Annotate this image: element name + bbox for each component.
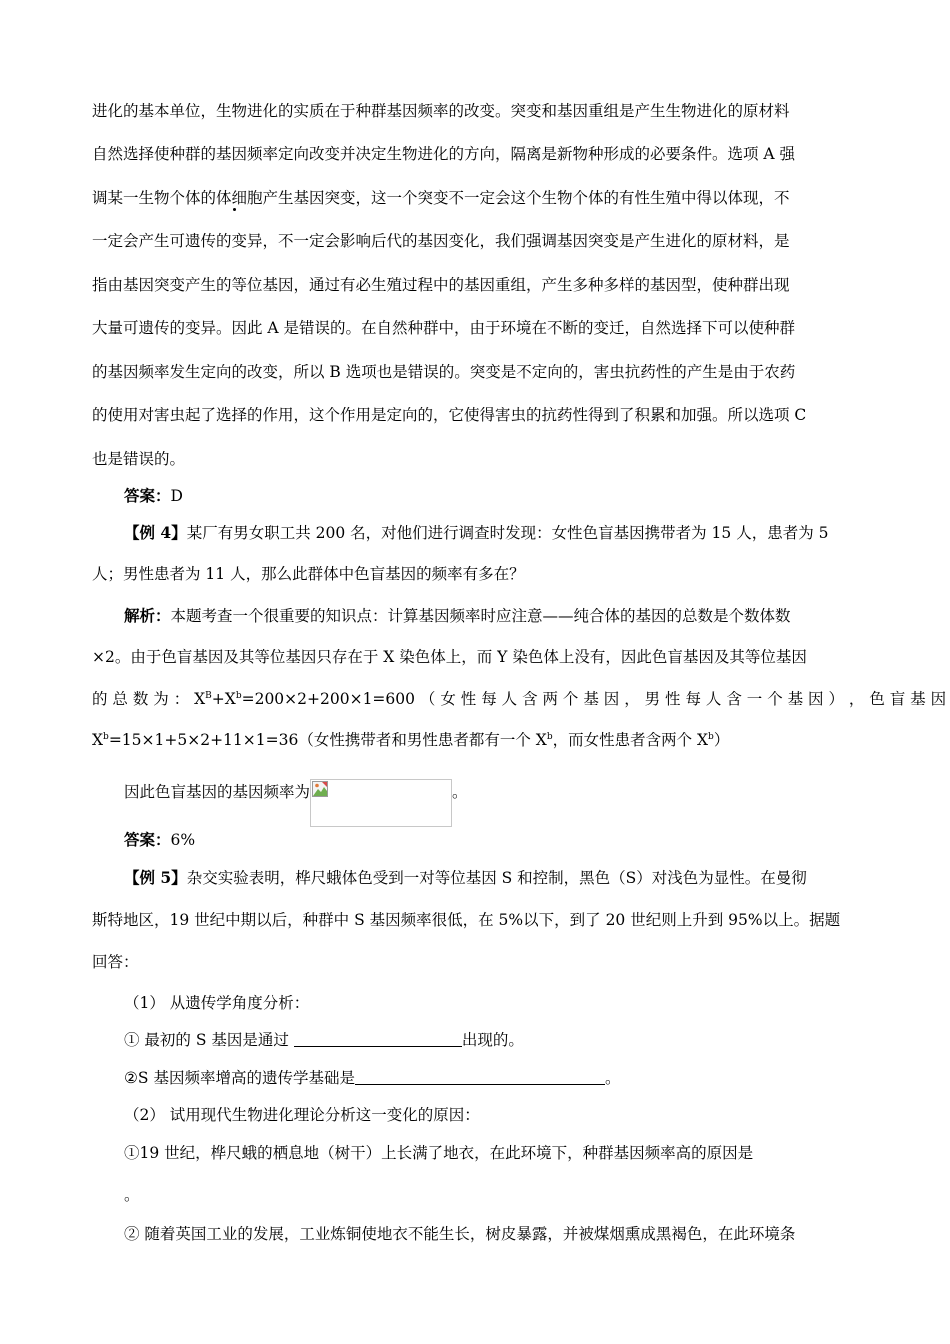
analysis-text: ）: [713, 731, 730, 749]
example5-line: 回答：: [92, 953, 139, 971]
question-line: 。: [124, 1186, 140, 1204]
broken-image-icon: [312, 781, 328, 797]
answer-label: 答案：: [124, 486, 171, 505]
question-text: ① 最初的 S 基因是通过: [124, 1031, 294, 1049]
question-line: [124, 1030, 524, 1050]
question-line: ② 随着英国工业的发展，工业炼铜使地衣不能生长，树皮暴露，并被煤烟熏成黑褐色，在此环境条: [124, 1225, 796, 1243]
analysis-text: 本题考查一个很重要的知识点：计算基因频率时应注意——纯合体的基因的总数是个数体数: [170, 607, 791, 625]
analysis-label: 解析：: [124, 606, 171, 625]
superscript: B: [205, 690, 212, 701]
paragraph-line: 的基因频率发生定向的改变，所以 B 选项也是错误的。突变是不定向的，害虫抗药性的产生是由于农药: [92, 363, 796, 381]
analysis-text: ，而女性患者含两个 X: [552, 731, 709, 749]
analysis-text: =15×1+5×2+11×1=36（女性携带者和男性患者都有一个 X: [108, 731, 547, 749]
question-line: （1） 从遗传学角度分析：: [124, 994, 310, 1012]
analysis-text: +X: [211, 690, 236, 708]
analysis-line: [92, 730, 729, 750]
superscript: b: [103, 731, 109, 742]
superscript: b: [708, 731, 714, 742]
answer-line: [124, 830, 195, 850]
example4-tag: 【例 4】: [124, 523, 187, 542]
example5-line: [124, 868, 807, 888]
example5-line: 斯特地区，19 世纪中期以后，种群中 S 基因频率很低，在 5%以下，到了 20 世纪则上升到 95%以上。据题: [92, 911, 841, 929]
analysis-text: =200×2+200×1=600 （ 女 性 每 人 含 两 个 基 因 ， 男 性 每 人 含 一 个 基 因 ） ， 色 盲 基 因: [241, 690, 947, 708]
example4-text: 某厂有男女职工共 200 名，对他们进行调查时发现：女性色盲基因携带者为 15 人，患者为 5: [186, 524, 829, 542]
analysis-text: X: [92, 731, 104, 749]
emphasis-dot: [233, 208, 236, 211]
answer-blank[interactable]: [355, 1068, 605, 1085]
analysis-text: 的 总 数 为 ： X: [92, 690, 206, 708]
formula-image-placeholder: [310, 779, 452, 827]
example5-tag: 【例 5】: [124, 868, 187, 887]
superscript: b: [546, 731, 553, 742]
question-line: [124, 1068, 620, 1088]
question-line: （2） 试用现代生物进化理论分析这一变化的原因：: [124, 1106, 480, 1124]
answer-value: D: [170, 487, 183, 505]
analysis-line: [124, 606, 791, 626]
superscript: b: [235, 690, 242, 701]
answer-blank[interactable]: [294, 1030, 462, 1047]
question-text: ②S 基因频率增高的遗传学基础是: [124, 1069, 355, 1087]
paragraph-line: 指由基因突变产生的等位基因，通过有必生殖过程中的基因重组，产生多种多样的基因型，使种群出现: [92, 276, 790, 294]
paragraph-line: 的使用对害虫起了选择的作用，这个作用是定向的，它使得害虫的抗药性得到了积累和加强。所以选项 C: [92, 406, 807, 424]
answer-label: 答案：: [124, 830, 171, 849]
example4-line: [124, 523, 829, 543]
question-line: ①19 世纪，桦尺蛾的栖息地（树干）上长满了地衣，在此环境下，种群基因频率高的原因是: [124, 1144, 754, 1162]
frequency-end: 。: [452, 783, 468, 801]
analysis-line: ×2。由于色盲基因及其等位基因只存在于 X 染色体上，而 Y 染色体上没有，因此色盲基因及其等位基因: [92, 648, 807, 666]
paragraph-line: 也是错误的。: [92, 450, 186, 468]
paragraph-line: 调某一生物个体的体细胞产生基因突变，这一个突变不一定会这个生物个体的有性生殖中得以体现，不: [92, 189, 790, 207]
analysis-line: [92, 689, 946, 709]
question-text: 。: [604, 1069, 621, 1087]
frequency-text: 因此色盲基因的基因频率为: [124, 783, 311, 801]
question-text: 出现的。: [461, 1031, 524, 1049]
answer-value: 6%: [170, 831, 196, 849]
paragraph-line: 一定会产生可遗传的变异，不一定会影响后代的基因变化，我们强调基因突变是产生进化的原材料，是: [92, 232, 790, 250]
example4-line: 人；男性患者为 11 人，那么此群体中色盲基因的频率有多在？: [92, 565, 525, 583]
frequency-line: [124, 779, 468, 827]
paragraph-line: 进化的基本单位，生物进化的实质在于种群基因频率的改变。突变和基因重组是产生生物进化的原材料: [92, 102, 790, 120]
answer-line: [124, 486, 183, 506]
paragraph-line: 自然选择使种群的基因频率定向改变并决定生物进化的方向，隔离是新物种形成的必要条件。选项 A 强: [92, 145, 796, 163]
example5-text: 杂交实验表明，桦尺蛾体色受到一对等位基因 S 和控制，黑色（S）对浅色为显性。在曼彻: [186, 869, 807, 887]
paragraph-line: 大量可遗传的变异。因此 A 是错误的。在自然种群中，由于环境在不断的变迁，自然选择下可以使种群: [92, 319, 796, 337]
